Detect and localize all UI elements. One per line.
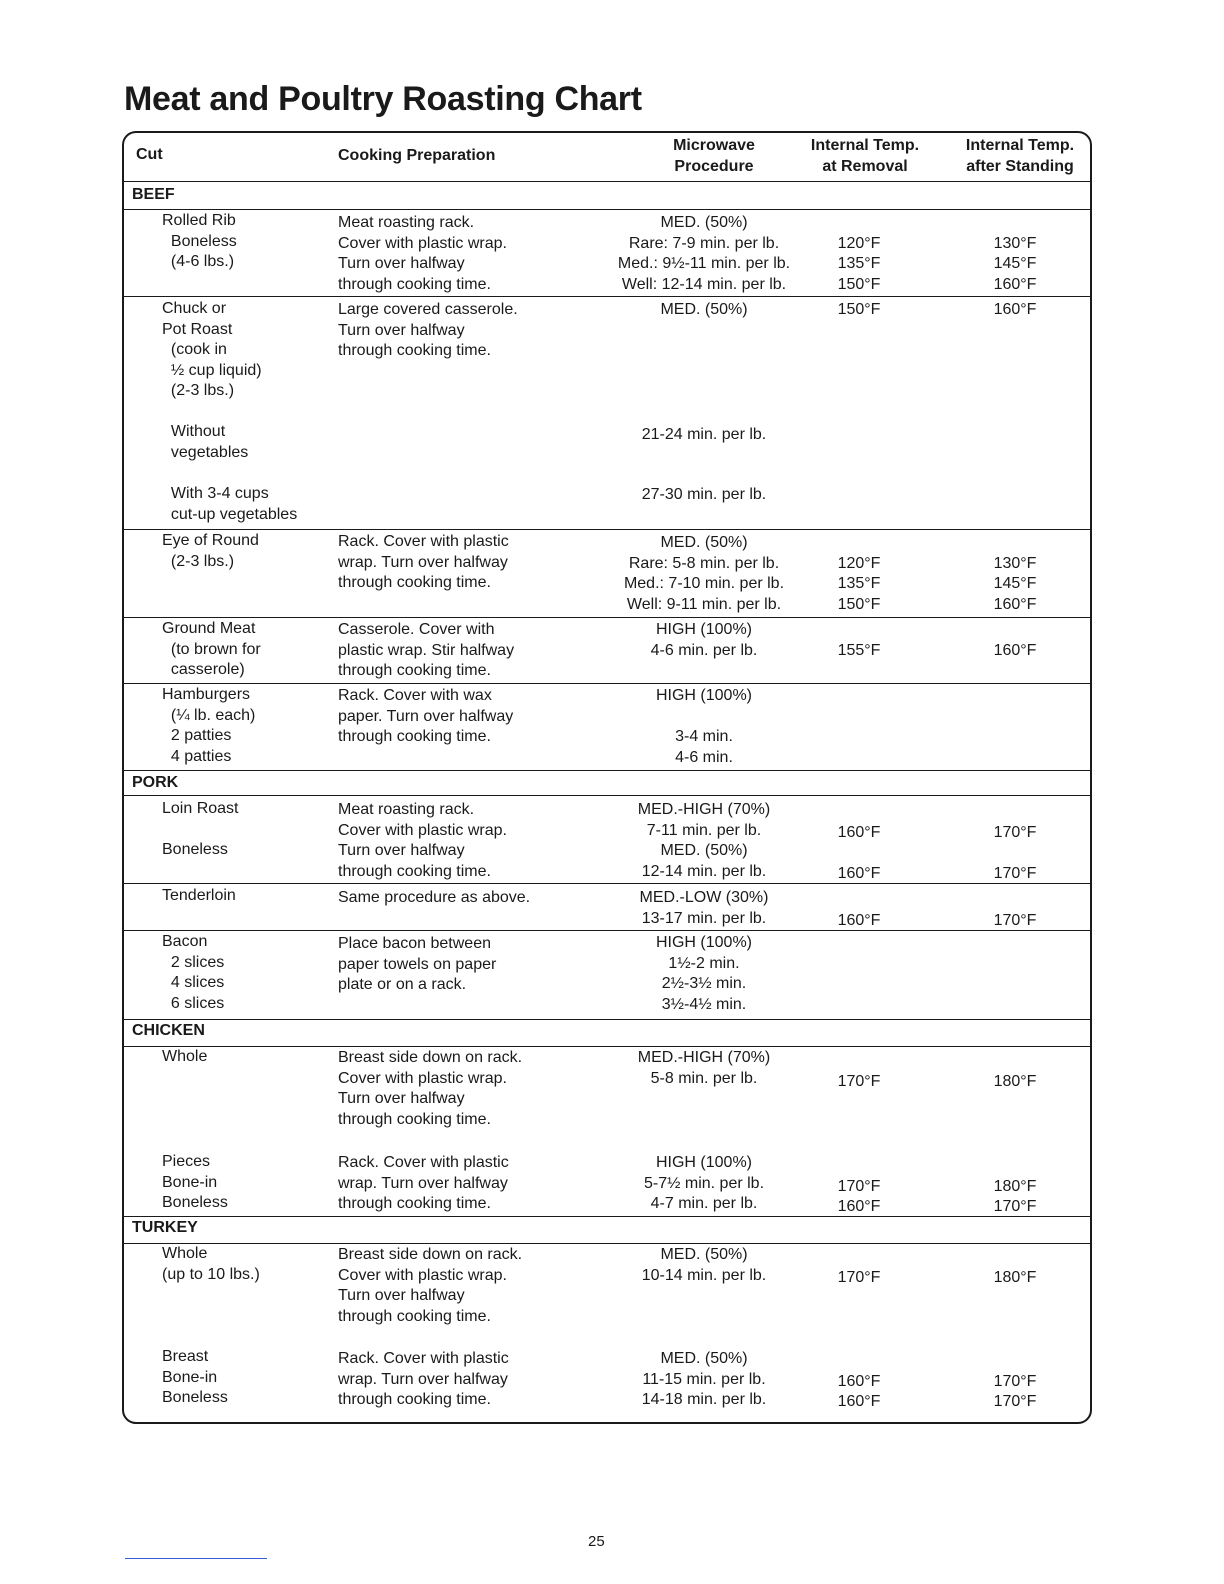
standing-tenderloin: 170°F [993,911,1037,929]
mw-turkey-breast: MED. (50%) 11-15 min. per lb. 14-18 min. per lb. [641,1350,767,1409]
row-divider [124,296,1090,297]
prep-chicken-pieces: Rack. Cover with plastic wrap. Turn over halfway through cooking time. [338,1154,509,1213]
cut-turkey-breast: Breast Bone-in Boneless [162,1348,228,1407]
prep-chuck-pot-roast: Large covered casserole. Turn over halfway through cooking time. [338,301,518,360]
cut-eye-of-round: Eye of Round (2-3 lbs.) [162,532,259,570]
header-cut: Cut [136,146,163,163]
removal-rolled-rib: 120°F 135°F 150°F [837,234,881,293]
page-number: 25 [588,1533,605,1550]
header-divider [124,181,1090,182]
prep-bacon: Place bacon between paper towels on paper plate or on a rack. [338,935,497,994]
standing-eye-of-round: 130°F 145°F 160°F [993,554,1037,613]
header-temp-at-removal: Internal Temp. at Removal [810,137,920,175]
mw-chicken-whole: MED.-HIGH (70%) 5-8 min. per lb. [637,1049,771,1087]
mw-hamburgers: HIGH (100%) 3-4 min. 4-6 min. [655,687,753,766]
standing-chuck-pot-roast: 160°F [993,301,1037,318]
prep-tenderloin: Same procedure as above. [338,889,531,906]
mw-bacon: HIGH (100%) 1½-2 min. 2½-3½ min. 3½-4½ min. [655,934,753,1013]
row-divider [124,883,1090,884]
footer-rule [125,1558,267,1559]
standing-loin-roast: 170°F 170°F [993,823,1037,882]
removal-chuck-pot-roast: 150°F [837,301,881,318]
removal-eye-of-round: 120°F 135°F 150°F [837,554,881,613]
cut-chicken-whole: Whole [162,1048,208,1065]
prep-loin-roast: Meat roasting rack. Cover with plastic wrap. Turn over halfway through cooking time. [338,801,507,880]
prep-chicken-whole: Breast side down on rack. Cover with plastic wrap. Turn over halfway through cooking time. [338,1049,523,1128]
page-title: Meat and Poultry Roasting Chart [124,80,642,118]
section-divider [124,209,1090,210]
cut-rolled-rib: Rolled Rib Boneless (4-6 lbs.) [162,212,237,271]
roasting-chart-table [122,131,1092,1424]
header-microwave-procedure: Microwave Procedure [673,137,755,175]
prep-eye-of-round: Rack. Cover with plastic wrap. Turn over halfway through cooking time. [338,533,509,592]
cut-turkey-whole: Whole (up to 10 lbs.) [162,1245,260,1283]
cut-loin-roast: Loin Roast Boneless [162,800,239,859]
standing-turkey-breast: 170°F 170°F [993,1372,1037,1411]
standing-chicken-pieces: 180°F 170°F [993,1177,1037,1216]
cut-tenderloin: Tenderloin [162,887,236,904]
removal-ground-meat: 155°F [837,642,881,659]
prep-hamburgers: Rack. Cover with wax paper. Turn over halfway through cooking time. [338,687,514,746]
section-turkey: TURKEY [132,1219,198,1236]
removal-turkey-whole: 170°F [837,1268,881,1286]
prep-ground-meat: Casserole. Cover with plastic wrap. Stir halfway through cooking time. [338,621,515,680]
header-cooking-preparation: Cooking Preparation [338,147,496,164]
mw-rolled-rib: MED. (50%) Rare: 7-9 min. per lb. Med.: 9½-11 min. per lb. Well: 12-14 min. per lb. [617,214,791,293]
section-divider [124,770,1090,771]
mw-turkey-whole: MED. (50%) 10-14 min. per lb. [641,1246,767,1284]
section-divider [124,1046,1090,1047]
cut-ground-meat: Ground Meat (to brown for casserole) [162,620,261,679]
section-beef: BEEF [132,186,175,203]
mw-eye-of-round: MED. (50%) Rare: 5-8 min. per lb. Med.: 7-10 min. per lb. Well: 9-11 min. per lb. [623,534,785,613]
mw-ground-meat: HIGH (100%) 4-6 min. per lb. [650,621,758,659]
removal-turkey-breast: 160°F 160°F [837,1372,881,1411]
standing-chicken-whole: 180°F [993,1072,1037,1090]
cut-chuck-pot-roast: Chuck or Pot Roast (cook in ½ cup liquid) (2-3 lbs.) [162,300,262,400]
section-divider [124,1019,1090,1020]
mw-tenderloin: MED.-LOW (30%) 13-17 min. per lb. [639,889,769,927]
section-divider [124,1243,1090,1244]
removal-tenderloin: 160°F [837,911,881,929]
mw-chicken-pieces: HIGH (100%) 5-7½ min. per lb. 4-7 min. per lb. [643,1154,765,1213]
prep-rolled-rib: Meat roasting rack. Cover with plastic wrap. Turn over halfway through cooking time. [338,214,507,293]
section-divider [124,795,1090,796]
cut-chuck-without-vegetables: Without vegetables [170,423,249,461]
row-divider [124,617,1090,618]
cut-chicken-pieces: Pieces Bone-in Boneless [162,1153,228,1212]
cut-chuck-with-vegetables: With 3-4 cups cut-up vegetables [170,485,298,523]
removal-loin-roast: 160°F 160°F [837,823,881,882]
cut-bacon: Bacon 2 slices 4 slices 6 slices [162,933,225,1012]
standing-ground-meat: 160°F [993,642,1037,659]
mw-chuck-pot-roast: MED. (50%) [660,301,748,318]
section-divider [124,1216,1090,1217]
header-temp-after-standing: Internal Temp. after Standing [965,137,1075,175]
mw-loin-roast: MED.-HIGH (70%) 7-11 min. per lb. MED. (50%) 12-14 min. per lb. [637,801,771,880]
row-divider [124,683,1090,684]
mw-chuck-with-vegetables: 27-30 min. per lb. [641,486,767,503]
standing-turkey-whole: 180°F [993,1268,1037,1286]
row-divider [124,529,1090,530]
mw-chuck-without-vegetables: 21-24 min. per lb. [641,426,767,443]
standing-rolled-rib: 130°F 145°F 160°F [993,234,1037,293]
removal-chicken-whole: 170°F [837,1072,881,1090]
cut-hamburgers: Hamburgers (¼ lb. each) 2 patties 4 patties [162,686,256,765]
prep-turkey-whole: Breast side down on rack. Cover with plastic wrap. Turn over halfway through cooking time. [338,1246,523,1325]
section-pork: PORK [132,774,179,791]
section-chicken: CHICKEN [132,1022,205,1039]
row-divider [124,930,1090,931]
prep-turkey-breast: Rack. Cover with plastic wrap. Turn over halfway through cooking time. [338,1350,509,1409]
removal-chicken-pieces: 170°F 160°F [837,1177,881,1216]
